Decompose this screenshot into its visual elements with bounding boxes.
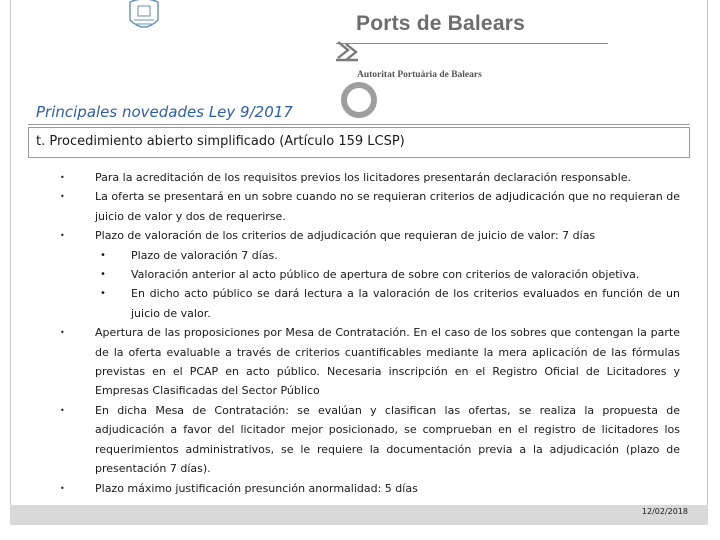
sub-bullet-item: • Valoración anterior al acto público de apertura de sobre con criterios de valoración objetiva. [55, 265, 680, 284]
bullet-item: • La oferta se presentará en un sobre cuando no se requieran criterios de adjudicación que no requieran de juicio de valor y dos de requerirse. [55, 187, 680, 226]
bullet-item: • En dicha Mesa de Contratación: se evalúan y clasifican las ofertas, se realiza la propuesta de adjudicación a favor del licitador mejor posicionado, se comprueban en el registro de licitadores los requerimientos administrativos, se le requiere la documentación previa a la adjudicación (plazo de presentación 7 días). [55, 401, 680, 479]
sub-bullet-item: • En dicho acto público se dará lectura a la valoración de los criterios evaluados en función de un juicio de valor. [55, 284, 680, 323]
title-divider [28, 124, 690, 125]
brand-title: Ports de Balears [356, 12, 525, 35]
brand-divider [336, 43, 608, 44]
bullet-item: • Apertura de las proposiciones por Mesa de Contratación. En el caso de los sobres que contengan la parte de la oferta evaluable a través de criterios cuantificables mediante la mera aplicación de las fórmulas previstas en el PCAP en acto público. Necesaria inscripción en el Registro Oficial de Licitadores y Empresas Clasificadas del Sector Público [55, 323, 680, 401]
ports-emblem-icon [126, 0, 162, 32]
ports-logo-icon [332, 38, 368, 68]
bullet-item: • Plazo de valoración de los criterios de adjudicación que requieran de juicio de valor: 7 días [55, 226, 680, 245]
brand-subtitle: Autoritat Portuària de Balears [357, 70, 482, 80]
section-title: Principales novedades Ley 9/2017 [36, 103, 293, 121]
sub-bullet-item: • Plazo de valoración 7 días. [55, 246, 680, 265]
bullet-item: • Para la acreditación de los requisitos previos los licitadores presentarán declaración responsable. [55, 168, 680, 187]
bullet-content [55, 168, 680, 498]
subsection-title: t. Procedimiento abierto simplificado (Artículo 159 LCSP) [36, 134, 405, 149]
bullet-list [55, 168, 680, 498]
footer-date: 12/02/2018 [641, 507, 688, 516]
bullet-item: • Plazo máximo justificación presunción anormalidad: 5 días [55, 479, 680, 498]
decorative-ring-icon [339, 80, 379, 120]
footer-bar [10, 505, 708, 525]
